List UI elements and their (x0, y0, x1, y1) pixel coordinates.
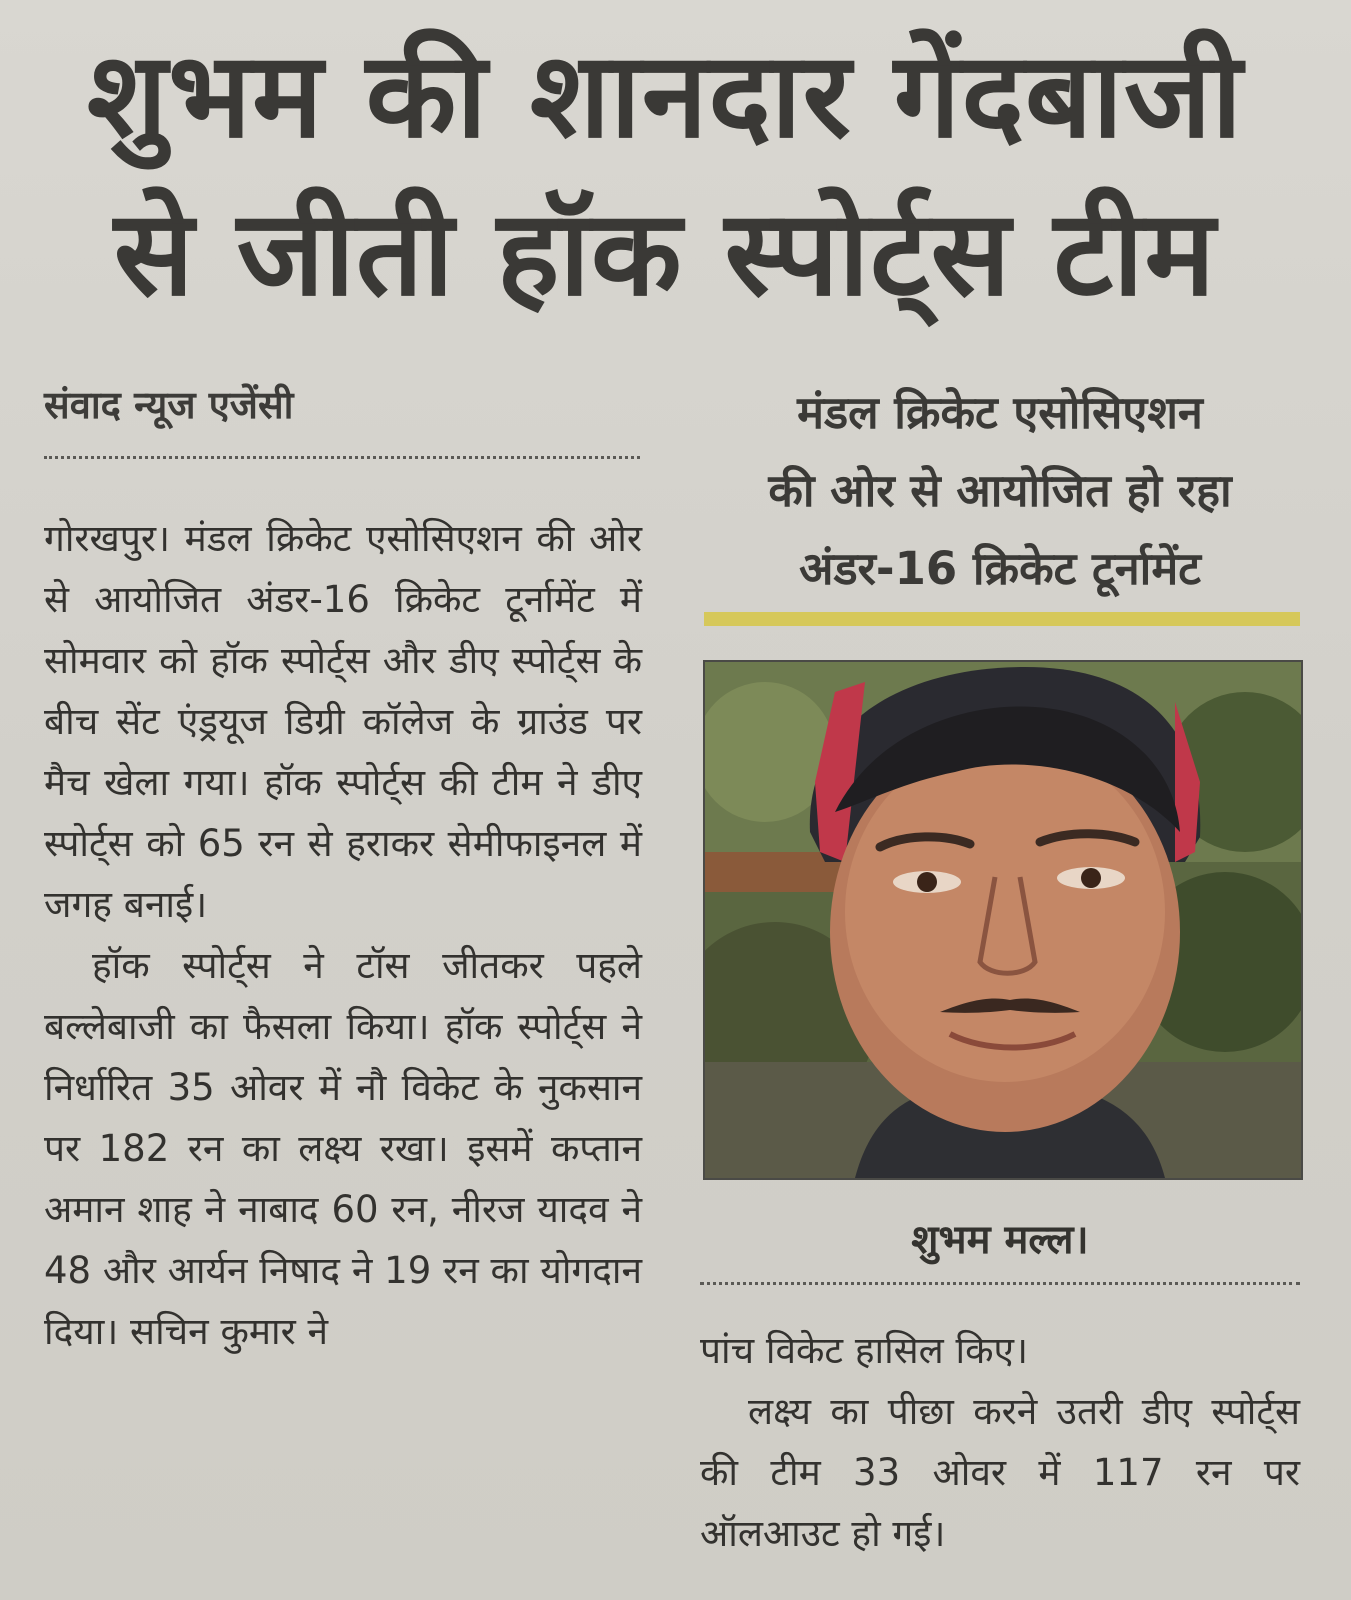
headline-line-1: शुभम की शानदार गेंदबाजी (86, 26, 1244, 164)
headline-line-2: से जीती हॉक स्पोर्ट्स टीम (113, 184, 1217, 322)
article-paragraph-4: लक्ष्य का पीछा करने उतरी डीए स्पोर्ट्स की टीम 33 ओवर में 117 रन पर ऑलआउट हो गई। (700, 1390, 1300, 1555)
subheading-line-3: अंडर-16 क्रिकेट टूर्नामेंट (799, 542, 1201, 595)
player-photo (703, 660, 1303, 1180)
article-paragraph-2: हॉक स्पोर्ट्स ने टॉस जीतकर पहले बल्लेबाजी का फैसला किया। हॉक स्पोर्ट्स ने निर्धारित 35 ओवर में नौ विकेट के नुकसान पर 182 रन का लक्ष्य रखा। इसमें कप्तान अमान शाह ने नाबाद 60 रन, नीरज यादव ने 48 और आर्यन निषाद ने 19 रन का योगदान दिया। सचिन कुमार ने (44, 944, 642, 1353)
yellow-divider (704, 612, 1300, 626)
article-body-left-column (44, 508, 642, 1362)
subheading (700, 374, 1300, 608)
photo-caption: शुभम मल्ल। (911, 1217, 1089, 1263)
article-paragraph-1: गोरखपुर। मंडल क्रिकेट एसोसिएशन की ओर से आयोजित अंडर-16 क्रिकेट टूर्नामेंट में सोमवार को हॉक स्पोर्ट्स और डीए स्पोर्ट्स के बीच सेंट एंड्रयूज डिग्री कॉलेज के ग्राउंड पर मैच खेला गया। हॉक स्पोर्ट्स की टीम ने डीए स्पोर्ट्स को 65 रन से हराकर सेमीफाइनल में जगह बनाई। (44, 517, 642, 926)
caption-divider (700, 1282, 1300, 1285)
subheading-line-2: की ओर से आयोजित हो रहा (768, 464, 1232, 517)
article-body-right-column (700, 1320, 1300, 1564)
byline-divider (44, 456, 640, 459)
article-paragraph-3: पांच विकेट हासिल किए। (700, 1329, 1028, 1372)
subheading-line-1: मंडल क्रिकेट एसोसिएशन (797, 386, 1203, 439)
byline: संवाद न्यूज एजेंसी (44, 383, 294, 427)
